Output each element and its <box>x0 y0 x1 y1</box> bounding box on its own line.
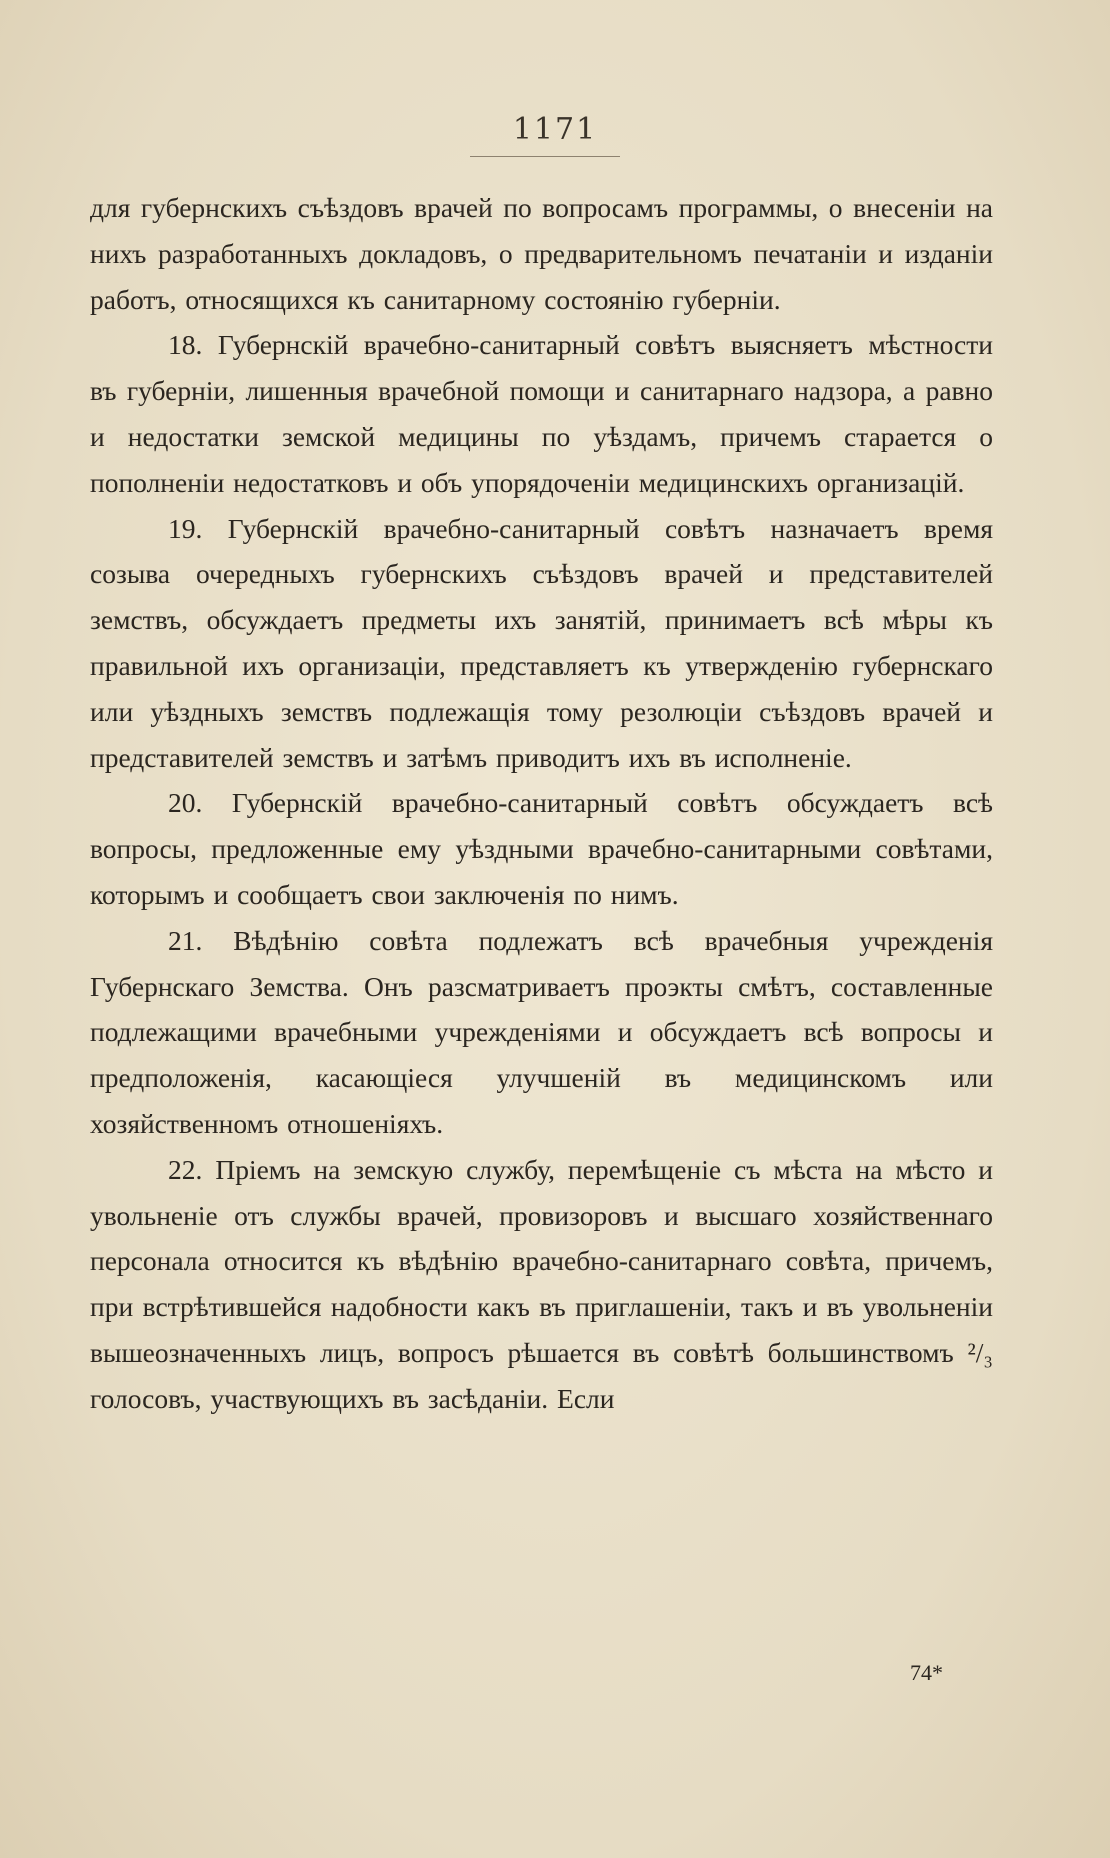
paragraph-21: 21. Вѣдѣнію совѣта подлежатъ всѣ врачебныя учрежденія Губернскаго Земства. Онъ разсматриваетъ проэкты смѣтъ, составленные подлежащими врачебными учрежденіями и обсуждаетъ всѣ вопросы и предположенія, касающіеся улучшеній въ медицинскомъ или хозяйственномъ отношеніяхъ. <box>90 924 993 1139</box>
body-text <box>90 185 993 1422</box>
page-number-rule <box>470 156 620 157</box>
paragraph-19: 19. Губернскій врачебно-санитарный совѣтъ назначаетъ время созыва очередныхъ губернскихъ съѣздовъ врачей и представителей земствъ, обсуждаетъ предметы ихъ занятій, принимаетъ всѣ мѣры къ правильной ихъ организаціи, представляетъ къ утвержденію губернскаго или уѣздныхъ земствъ подлежащія тому резолюціи съѣздовъ врачей и представителей земствъ и затѣмъ приводитъ ихъ въ исполненіе. <box>90 512 993 773</box>
paragraph-continued: для губернскихъ съѣздовъ врачей по вопросамъ программы, о внесеніи на нихъ разработанныхъ докладовъ, о предварительномъ печатаніи и изданіи работъ, относящихся къ санитарному состоянію губерніи. <box>90 192 993 315</box>
paragraph-22: 22. Пріемъ на земскую службу, перемѣщеніе съ мѣста на мѣсто и увольненіе отъ службы врачей, провизоровъ и высшаго хозяйственнаго персонала относится къ вѣдѣнію врачебно-санитарнаго совѣта, причемъ, при встрѣтившейся надобности какъ въ приглашеніи, такъ и въ увольненіи вышеозначенныхъ лицъ, вопросъ рѣшается въ совѣтѣ большинствомъ ²/₃ голосовъ, участвующихъ въ засѣданіи. Если <box>90 1153 993 1414</box>
page-number: 1171 <box>512 112 598 147</box>
signature-mark: 74* <box>910 1660 943 1685</box>
paragraph-20: 20. Губернскій врачебно-санитарный совѣтъ обсуждаетъ всѣ вопросы, предложенные ему уѣздными врачебно-санитарными совѣтами, которымъ и сообщаетъ свои заключенія по нимъ. <box>90 787 993 910</box>
paragraph-18: 18. Губернскій врачебно-санитарный совѣтъ выясняетъ мѣстности въ губерніи, лишенныя врачебной помощи и санитарнаго надзора, а равно и недостатки земской медицины по уѣздамъ, причемъ старается о пополненіи недостатковъ и объ упорядоченіи медицинскихъ организацій. <box>90 329 993 498</box>
